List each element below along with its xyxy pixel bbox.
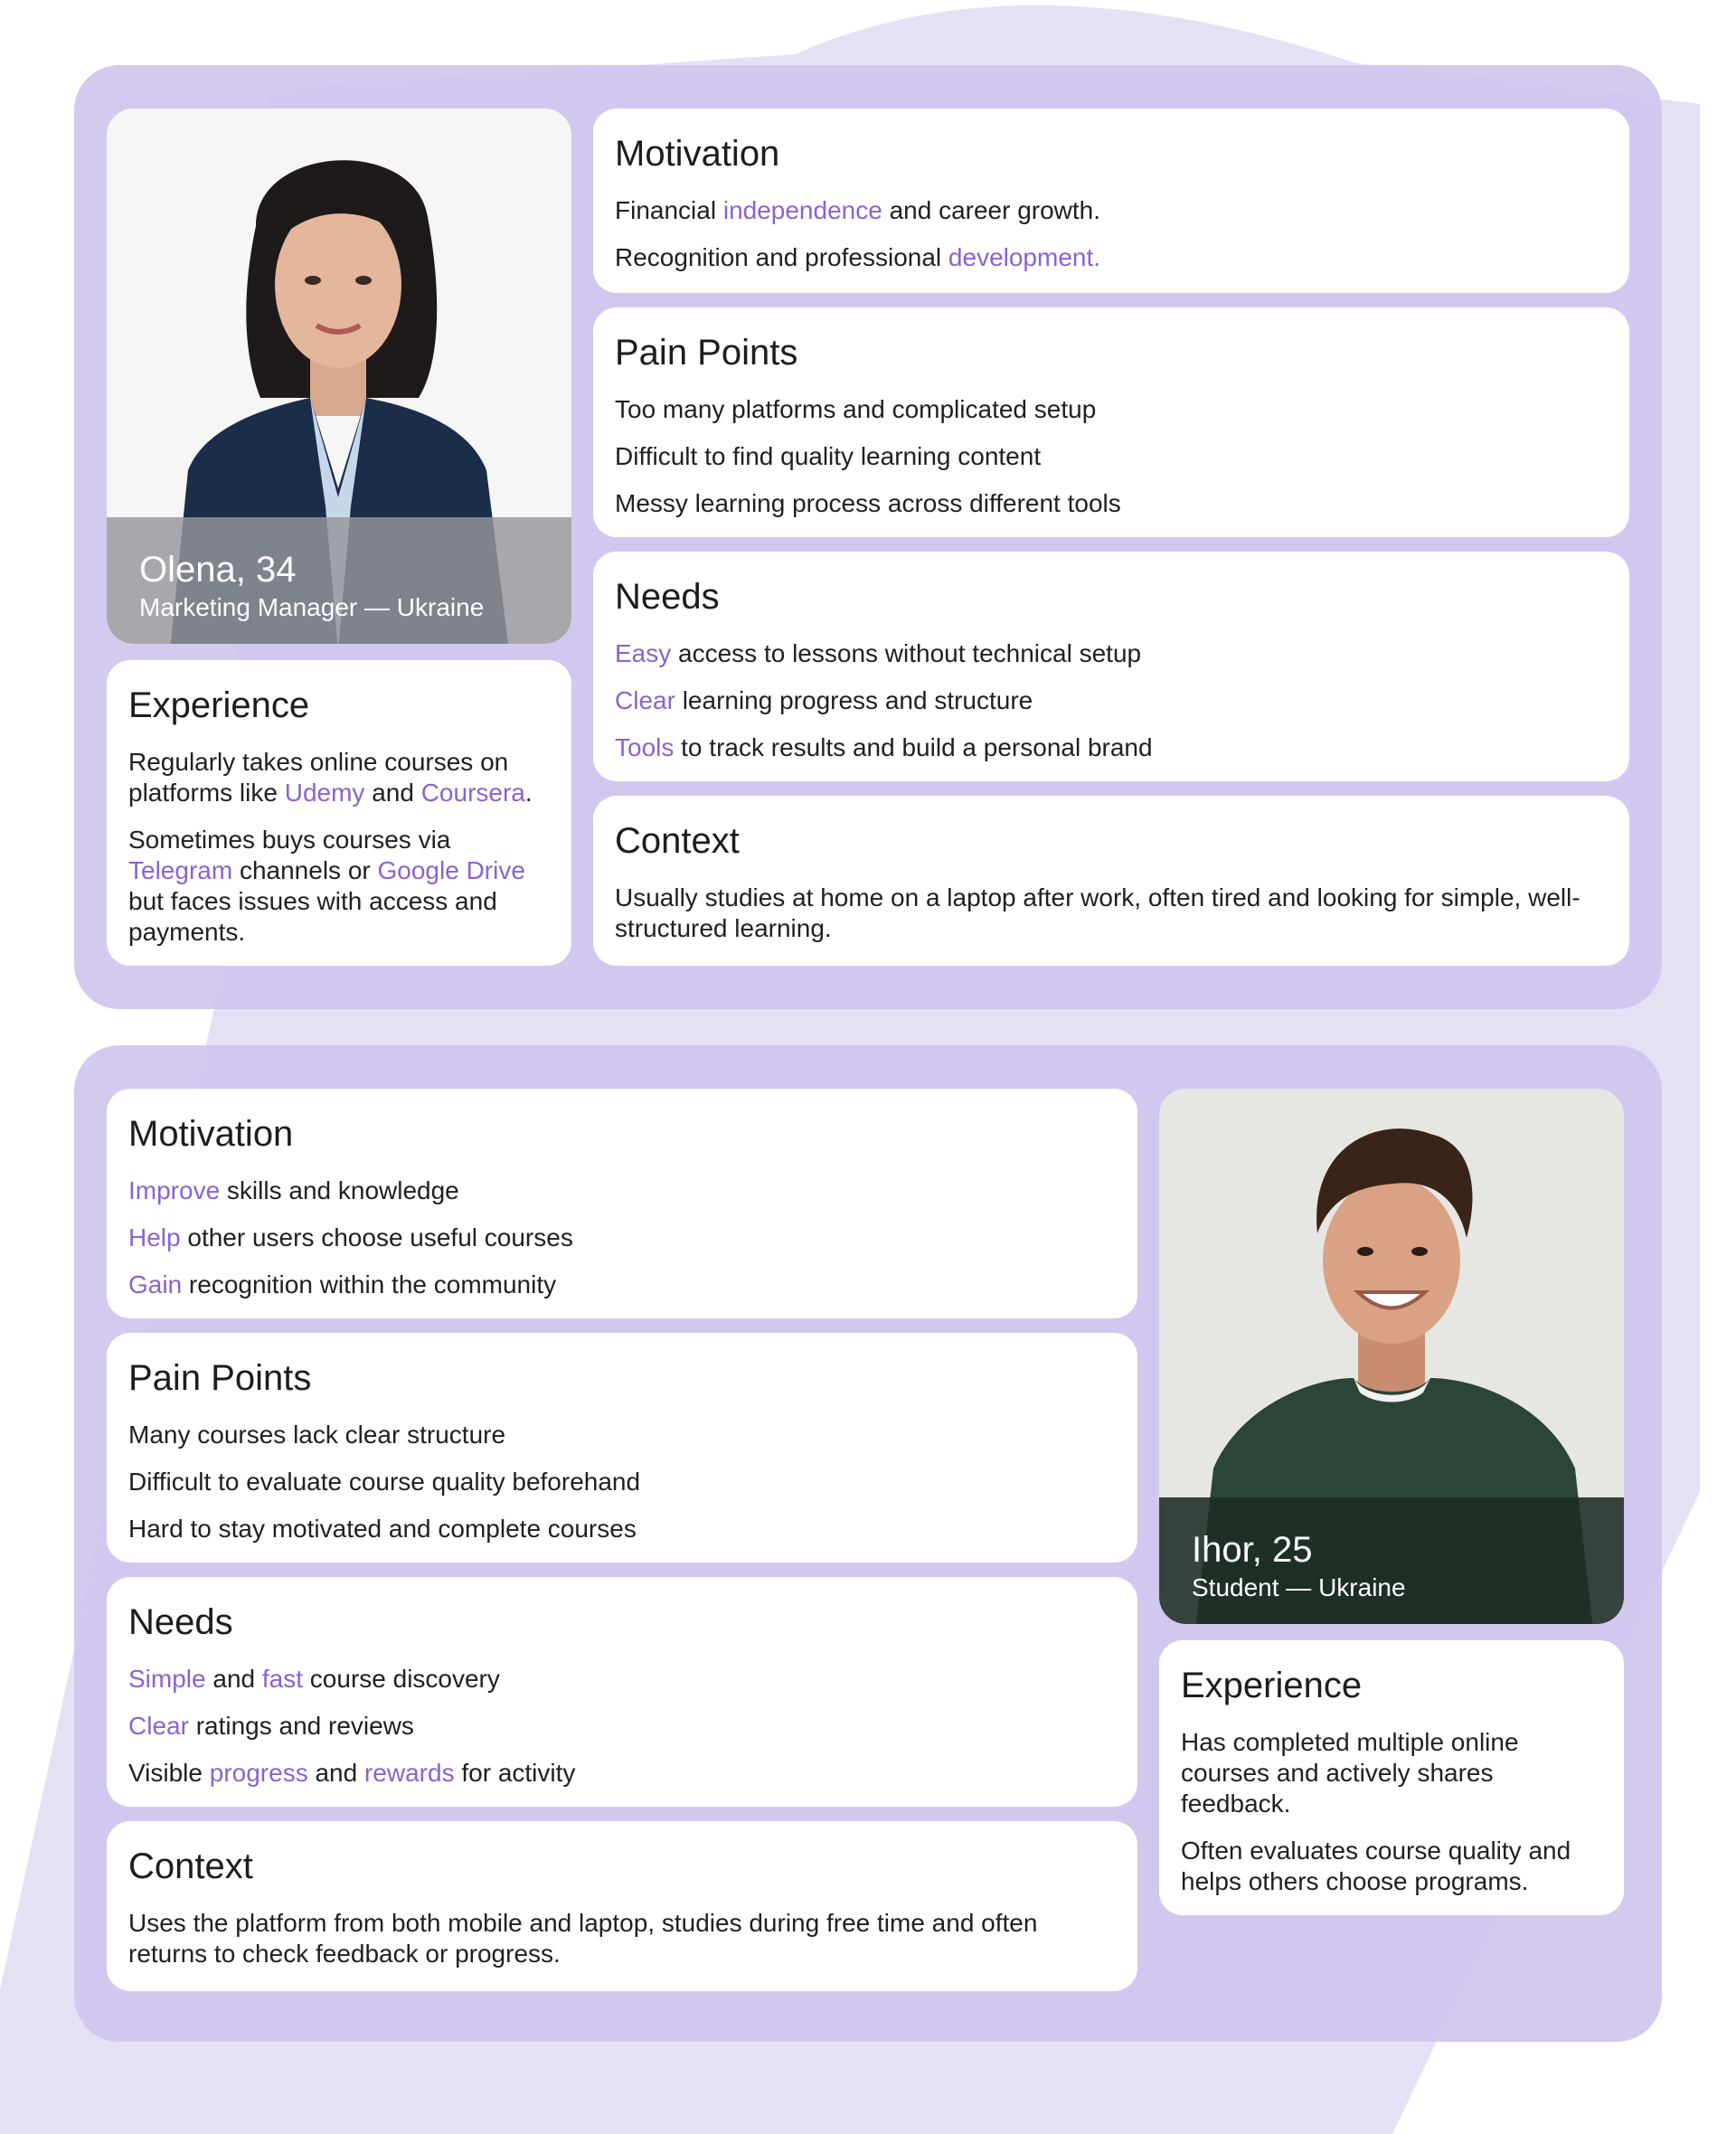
context-card	[107, 1821, 1137, 1991]
pain-points-card	[593, 307, 1629, 537]
motivation-card	[593, 109, 1629, 293]
experience-text: Regularly takes online courses on platforms like Udemy and Coursera.	[128, 748, 533, 807]
udemy-highlight: Udemy	[284, 779, 365, 807]
needs-title: Needs	[128, 1602, 233, 1642]
persona-role: Student — Ukraine	[1192, 1573, 1406, 1601]
need-item: Clear learning progress and structure	[615, 686, 1033, 714]
pain-point-item: Too many platforms and complicated setup	[615, 395, 1097, 423]
pain-point-item: Many courses lack clear structure	[128, 1421, 506, 1449]
persona-name: Ihor, 25	[1192, 1530, 1313, 1570]
persona-card-ihor	[74, 1045, 1662, 2042]
motivation-item: Help other users choose useful courses	[128, 1223, 573, 1251]
need-item: Tools to track results and build a personal brand	[615, 733, 1153, 761]
pain-point-item: Difficult to find quality learning content	[615, 442, 1042, 470]
experience-card	[1159, 1640, 1624, 1915]
motivation-item: Recognition and professional development.	[615, 243, 1101, 271]
coursera-highlight: Coursera	[420, 779, 525, 807]
context-text: Uses the platform from both mobile and laptop, studies during free time and often returns to check feedback or progress.	[128, 1909, 1038, 1968]
persona-photo	[107, 109, 571, 644]
context-card	[593, 796, 1629, 966]
pain-points-title: Pain Points	[615, 333, 798, 373]
experience-card	[107, 660, 571, 966]
persona-name: Olena, 34	[139, 550, 297, 590]
pain-points-title: Pain Points	[128, 1358, 312, 1398]
persona-photo	[1159, 1089, 1624, 1624]
context-text: Usually studies at home on a laptop after work, often tired and looking for simple, well-structured learning.	[615, 883, 1580, 942]
need-item: Visible progress and rewards for activity	[128, 1759, 576, 1787]
needs-title: Needs	[615, 577, 720, 617]
needs-card	[593, 552, 1629, 781]
telegram-highlight: Telegram	[128, 856, 233, 884]
persona-role: Marketing Manager — Ukraine	[139, 593, 485, 621]
need-item: Clear ratings and reviews	[128, 1712, 414, 1740]
experience-text: Sometimes buys courses via Telegram channels or Google Drive but faces issues with access and payments.	[128, 826, 525, 946]
pain-points-card	[107, 1333, 1137, 1563]
persona-caption	[107, 517, 571, 644]
motivation-item: Financial independence and career growth.	[615, 196, 1101, 224]
motivation-title: Motivation	[128, 1114, 294, 1154]
pain-point-item: Messy learning process across different tools	[615, 489, 1121, 517]
pain-point-item: Difficult to evaluate course quality beforehand	[128, 1468, 641, 1496]
experience-text: Often evaluates course quality and helps others choose programs.	[1181, 1837, 1571, 1895]
context-title: Context	[128, 1846, 253, 1886]
experience-title: Experience	[128, 685, 310, 725]
motivation-item: Improve skills and knowledge	[128, 1176, 459, 1204]
google-drive-highlight: Google Drive	[377, 856, 525, 884]
persona-card-olena	[74, 65, 1662, 1009]
experience-text: Has completed multiple online courses and actively shares feedback.	[1181, 1728, 1519, 1818]
motivation-item: Gain recognition within the community	[128, 1270, 557, 1298]
experience-title: Experience	[1181, 1666, 1363, 1705]
need-item: Simple and fast course discovery	[128, 1665, 500, 1693]
motivation-card	[107, 1089, 1137, 1318]
motivation-title: Motivation	[615, 134, 780, 174]
need-item: Easy access to lessons without technical setup	[615, 639, 1142, 667]
needs-card	[107, 1577, 1137, 1807]
persona-caption	[1159, 1497, 1624, 1624]
pain-point-item: Hard to stay motivated and complete courses	[128, 1515, 637, 1543]
context-title: Context	[615, 821, 740, 861]
